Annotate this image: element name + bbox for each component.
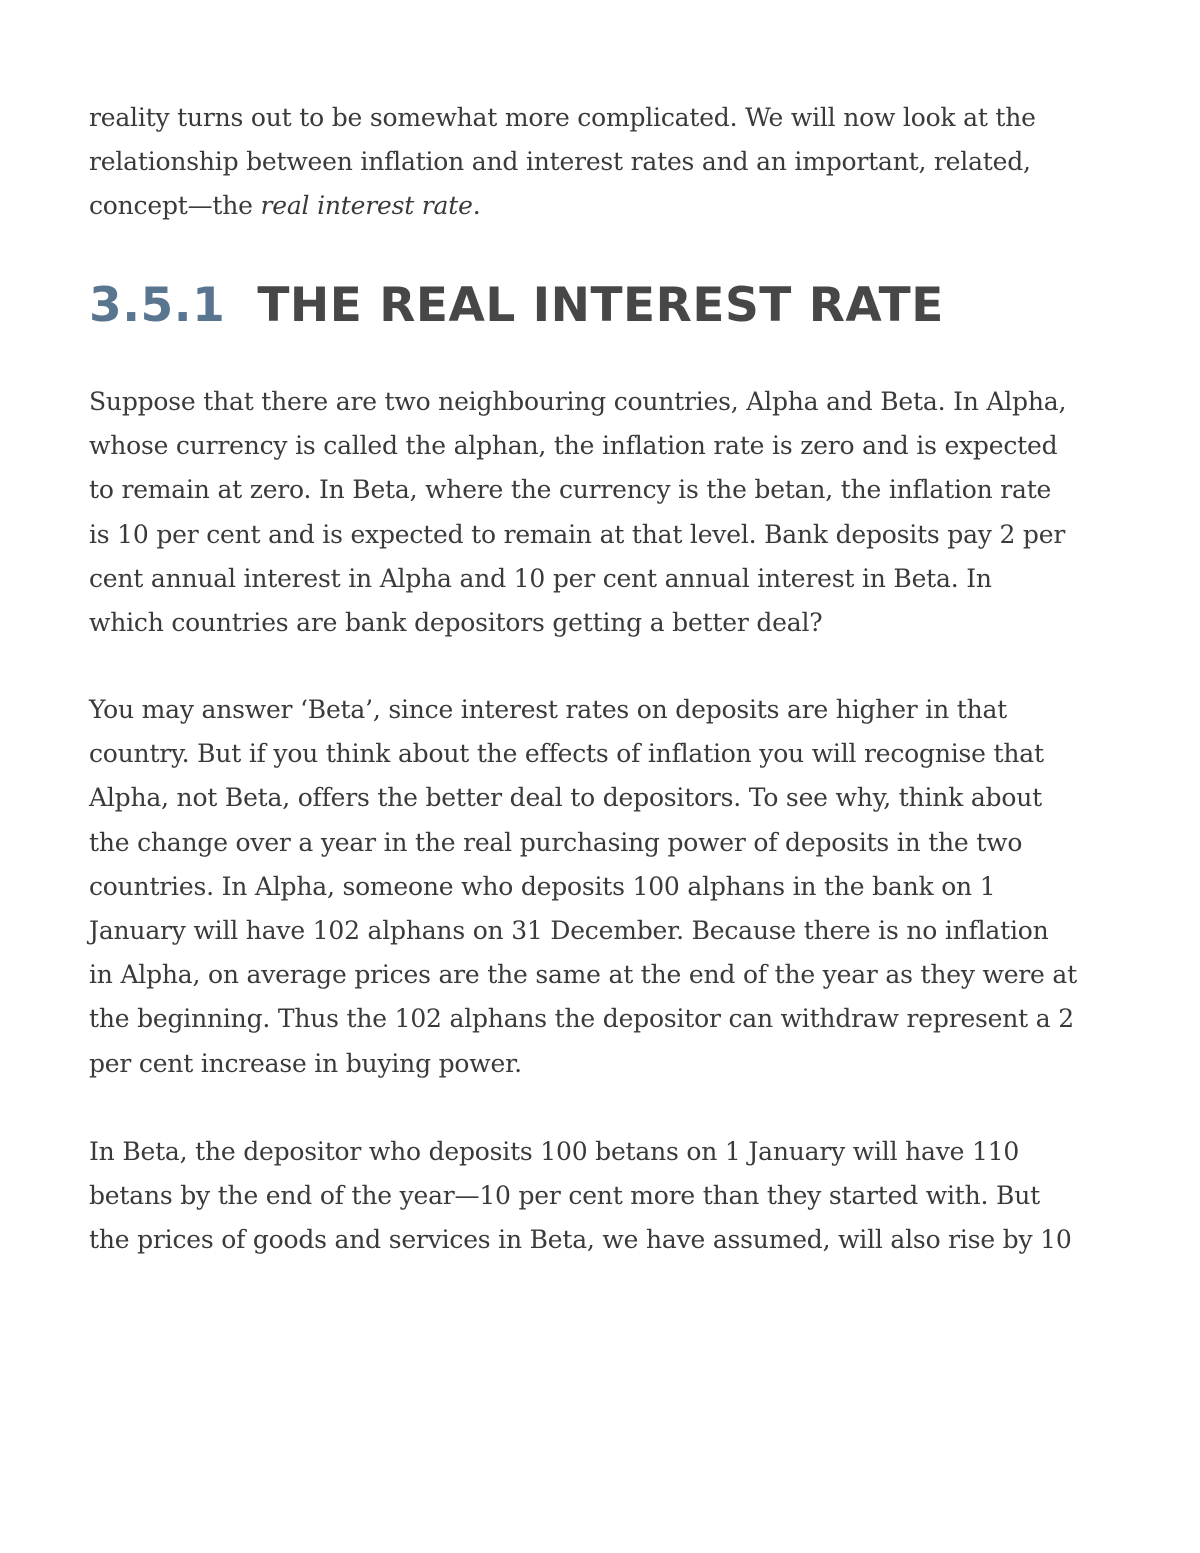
body-paragraph <box>89 1130 1119 1263</box>
text-line: You may answer ‘Beta’, since interest rates on deposits are higher in that <box>89 695 1008 724</box>
text-line: in Alpha, on average prices are the same at the end of the year as they were at <box>89 960 1077 990</box>
section-title: THE REAL INTEREST RATE <box>257 278 944 333</box>
text-line: whose currency is called the alphan, the inflation rate is zero and is expected <box>89 431 1058 461</box>
text-line: Suppose that there are two neighbouring countries, Alpha and Beta. In Alpha, <box>89 387 1067 416</box>
text-line: the prices of goods and services in Beta, we have assumed, will also rise by 10 <box>89 1225 1072 1255</box>
text-line: to remain at zero. In Beta, where the currency is the betan, the inflation rate <box>89 475 1052 505</box>
body-paragraph <box>89 688 1119 1086</box>
text-line: January will have 102 alphans on 31 December. Because there is no inflation <box>89 916 1049 946</box>
text-line: relationship between inflation and interest rates and an important, related, <box>89 147 1031 177</box>
text-line <box>89 184 1119 228</box>
text-line: betans by the end of the year—10 per cent more than they started with. But <box>89 1181 1040 1211</box>
text-line: the beginning. Thus the 102 alphans the depositor can withdraw represent a 2 <box>89 1004 1074 1034</box>
text-line: countries. In Alpha, someone who deposits 100 alphans in the bank on 1 <box>89 871 996 901</box>
section-number: 3.5.1 <box>89 278 226 333</box>
body-paragraph <box>89 380 1119 645</box>
intro-paragraph <box>89 96 1119 229</box>
text-line: Alpha, not Beta, offers the better deal to depositors. To see why, think about <box>89 783 1042 813</box>
text-line: reality turns out to be somewhat more complicated. We will now look at the <box>89 103 1036 132</box>
text-fragment: concept—the <box>89 191 261 221</box>
text-line: In Beta, the depositor who deposits 100 betans on 1 January will have 110 <box>89 1137 1020 1166</box>
section-heading <box>89 276 944 336</box>
text-line: is 10 per cent and is expected to remain at that level. Bank deposits pay 2 per <box>89 519 1066 549</box>
text-line: per cent increase in buying power. <box>89 1048 522 1078</box>
text-line: country. But if you think about the effects of inflation you will recognise that <box>89 739 1044 769</box>
text-line: the change over a year in the real purchasing power of deposits in the two <box>89 827 1023 857</box>
text-line: which countries are bank depositors getting a better deal? <box>89 608 823 638</box>
text-fragment: . <box>472 191 481 221</box>
text-line: cent annual interest in Alpha and 10 per cent annual interest in Beta. In <box>89 563 992 593</box>
emphasis-term: real interest rate <box>260 191 473 221</box>
